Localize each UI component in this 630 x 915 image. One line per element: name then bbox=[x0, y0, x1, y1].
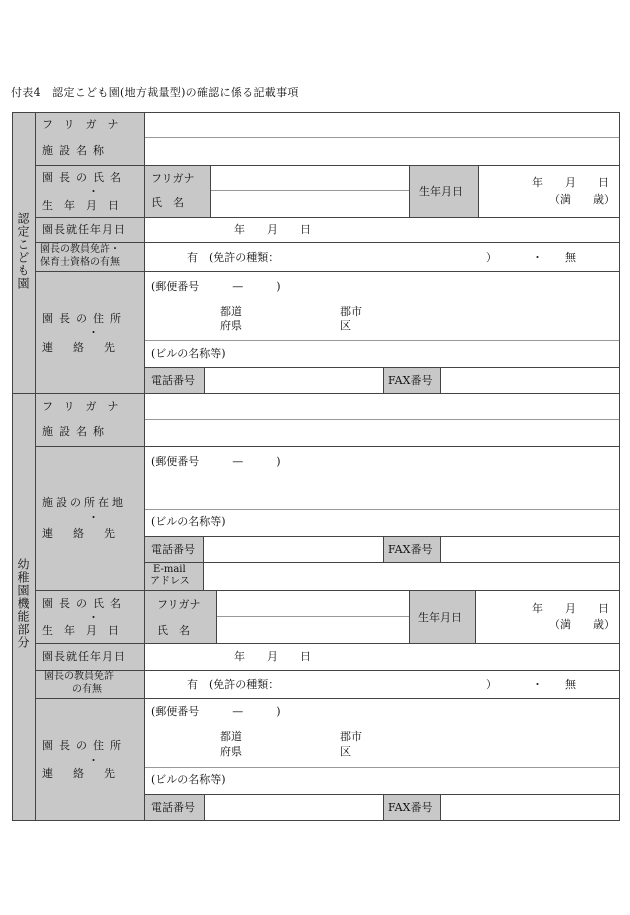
birth-date-ymd[interactable]: 年 月 日 bbox=[532, 176, 609, 189]
menkyo-yu-2[interactable]: 有 (免許の種類： bbox=[187, 678, 280, 691]
input-shisetsu-mei-2[interactable] bbox=[145, 420, 619, 446]
label-furigana-small: フリガナ bbox=[151, 172, 195, 185]
menkyo-yu[interactable]: 有 (免許の種類： bbox=[187, 251, 280, 264]
input-tel-3[interactable] bbox=[205, 795, 383, 820]
label-todo-2: 都道 bbox=[220, 730, 242, 743]
label-dot: ・ bbox=[88, 754, 99, 767]
label-fax-2: FAX番号 bbox=[388, 543, 433, 556]
label-seinengappi: 生年月日 bbox=[42, 199, 130, 212]
shunin-date[interactable]: 年 月 日 bbox=[234, 223, 311, 236]
input-furigana[interactable] bbox=[145, 113, 619, 137]
label-menkyo2-1: 園長の教員免許 bbox=[44, 671, 114, 682]
input-encho-shimei[interactable] bbox=[211, 191, 409, 217]
label-menkyo-2: 保育士資格の有無 bbox=[40, 257, 120, 268]
divider bbox=[145, 340, 619, 341]
section-label-nintei: 認定こども園 bbox=[16, 212, 30, 290]
page-title: 付表4 認定こども園(地方裁量型)の確認に係る記載事項 bbox=[11, 86, 299, 99]
label-tel-3: 電話番号 bbox=[151, 801, 195, 814]
label-shimei: 氏 名 bbox=[151, 196, 184, 209]
section-label-youchien: 幼稚園機能部分 bbox=[16, 558, 30, 649]
label-furigana-2: フリガナ bbox=[42, 400, 130, 413]
input-encho-furigana[interactable] bbox=[211, 166, 409, 190]
input-encho-shimei-2[interactable] bbox=[217, 617, 409, 643]
postal-code[interactable]: (郵便番号 — ) bbox=[151, 280, 281, 293]
label-encho-shimei-2: 園長の氏名 bbox=[42, 597, 127, 610]
label-email-1: E-mail bbox=[153, 564, 186, 575]
menkyo-mu[interactable]: ・ 無 bbox=[532, 251, 576, 264]
input-fax[interactable] bbox=[441, 368, 619, 393]
label-shisetsu-shozaichi: 施設の所在地 bbox=[42, 496, 126, 509]
divider bbox=[145, 509, 619, 510]
label-encho-jusho: 園長の住所 bbox=[42, 312, 127, 325]
label-furigana: フリガナ bbox=[42, 118, 130, 131]
label-tel: 電話番号 bbox=[151, 374, 195, 387]
label-building-3: (ビルの名称等) bbox=[151, 773, 226, 786]
input-tel-2[interactable] bbox=[204, 537, 383, 562]
label-dot: ・ bbox=[88, 511, 99, 524]
label-menkyo-1: 園長の教員免許・ bbox=[40, 244, 120, 255]
label-renrakusaki-2: 連絡先 bbox=[42, 527, 135, 540]
label-shisetsu-mei: 施設名称 bbox=[42, 144, 110, 157]
label-ku-2: 区 bbox=[340, 745, 351, 758]
label-shimei-2: 氏 名 bbox=[157, 624, 190, 637]
label-furigana-small-2: フリガナ bbox=[157, 598, 201, 611]
menkyo-mu-2[interactable]: ・ 無 bbox=[532, 678, 576, 691]
label-ku: 区 bbox=[340, 319, 351, 332]
input-tel[interactable] bbox=[205, 368, 383, 393]
input-shisetsu-mei[interactable] bbox=[145, 138, 619, 165]
birth-date-ymd-2[interactable]: 年 月 日 bbox=[532, 602, 609, 615]
label-renrakusaki-3: 連絡先 bbox=[42, 767, 135, 780]
birth-age-2[interactable]: （満 歳） bbox=[549, 618, 615, 631]
label-encho-shimei: 園長の氏名 bbox=[42, 171, 127, 184]
label-shisetsu-mei-2: 施設名称 bbox=[42, 425, 110, 438]
label-dot: ・ bbox=[88, 611, 99, 624]
postal-code-2[interactable]: (郵便番号 — ) bbox=[151, 455, 281, 468]
input-encho-furigana-2[interactable] bbox=[217, 591, 409, 616]
menkyo-close: ） bbox=[486, 251, 497, 264]
birth-age[interactable]: （満 歳） bbox=[549, 193, 615, 206]
label-fuken-2: 府県 bbox=[220, 745, 242, 758]
label-seinengappi-cell: 生年月日 bbox=[419, 185, 463, 198]
label-encho-jusho-2: 園長の住所 bbox=[42, 739, 127, 752]
input-fax-2[interactable] bbox=[441, 537, 619, 562]
label-fuken: 府県 bbox=[220, 319, 242, 332]
label-gunshi-2: 郡市 bbox=[340, 730, 362, 743]
label-dot: ・ bbox=[88, 326, 99, 339]
label-dot: ・ bbox=[88, 185, 99, 198]
label-tel-2: 電話番号 bbox=[151, 543, 195, 556]
label-todo: 都道 bbox=[220, 305, 242, 318]
label-building-2: (ビルの名称等) bbox=[151, 515, 226, 528]
input-fax-3[interactable] bbox=[441, 795, 619, 820]
shunin-date-2[interactable]: 年 月 日 bbox=[234, 650, 311, 663]
label-encho-shunin-2: 園長就任年月日 bbox=[42, 650, 126, 663]
label-seinengappi-cell-2: 生年月日 bbox=[418, 611, 462, 624]
divider bbox=[145, 767, 619, 768]
label-renrakusaki: 連絡先 bbox=[42, 341, 135, 354]
label-gunshi: 郡市 bbox=[340, 305, 362, 318]
input-furigana-2[interactable] bbox=[145, 394, 619, 419]
label-encho-shunin: 園長就任年月日 bbox=[42, 223, 126, 236]
input-email[interactable] bbox=[204, 563, 619, 590]
label-fax: FAX番号 bbox=[388, 374, 433, 387]
postal-code-3[interactable]: (郵便番号 — ) bbox=[151, 705, 281, 718]
label-email-2: アドレス bbox=[150, 576, 190, 587]
label-menkyo2-2: の有無 bbox=[72, 684, 102, 695]
label-fax-3: FAX番号 bbox=[388, 801, 433, 814]
menkyo-close-2: ） bbox=[486, 678, 497, 691]
label-seinengappi-2: 生年月日 bbox=[42, 624, 130, 637]
label-building: (ビルの名称等) bbox=[151, 347, 226, 360]
